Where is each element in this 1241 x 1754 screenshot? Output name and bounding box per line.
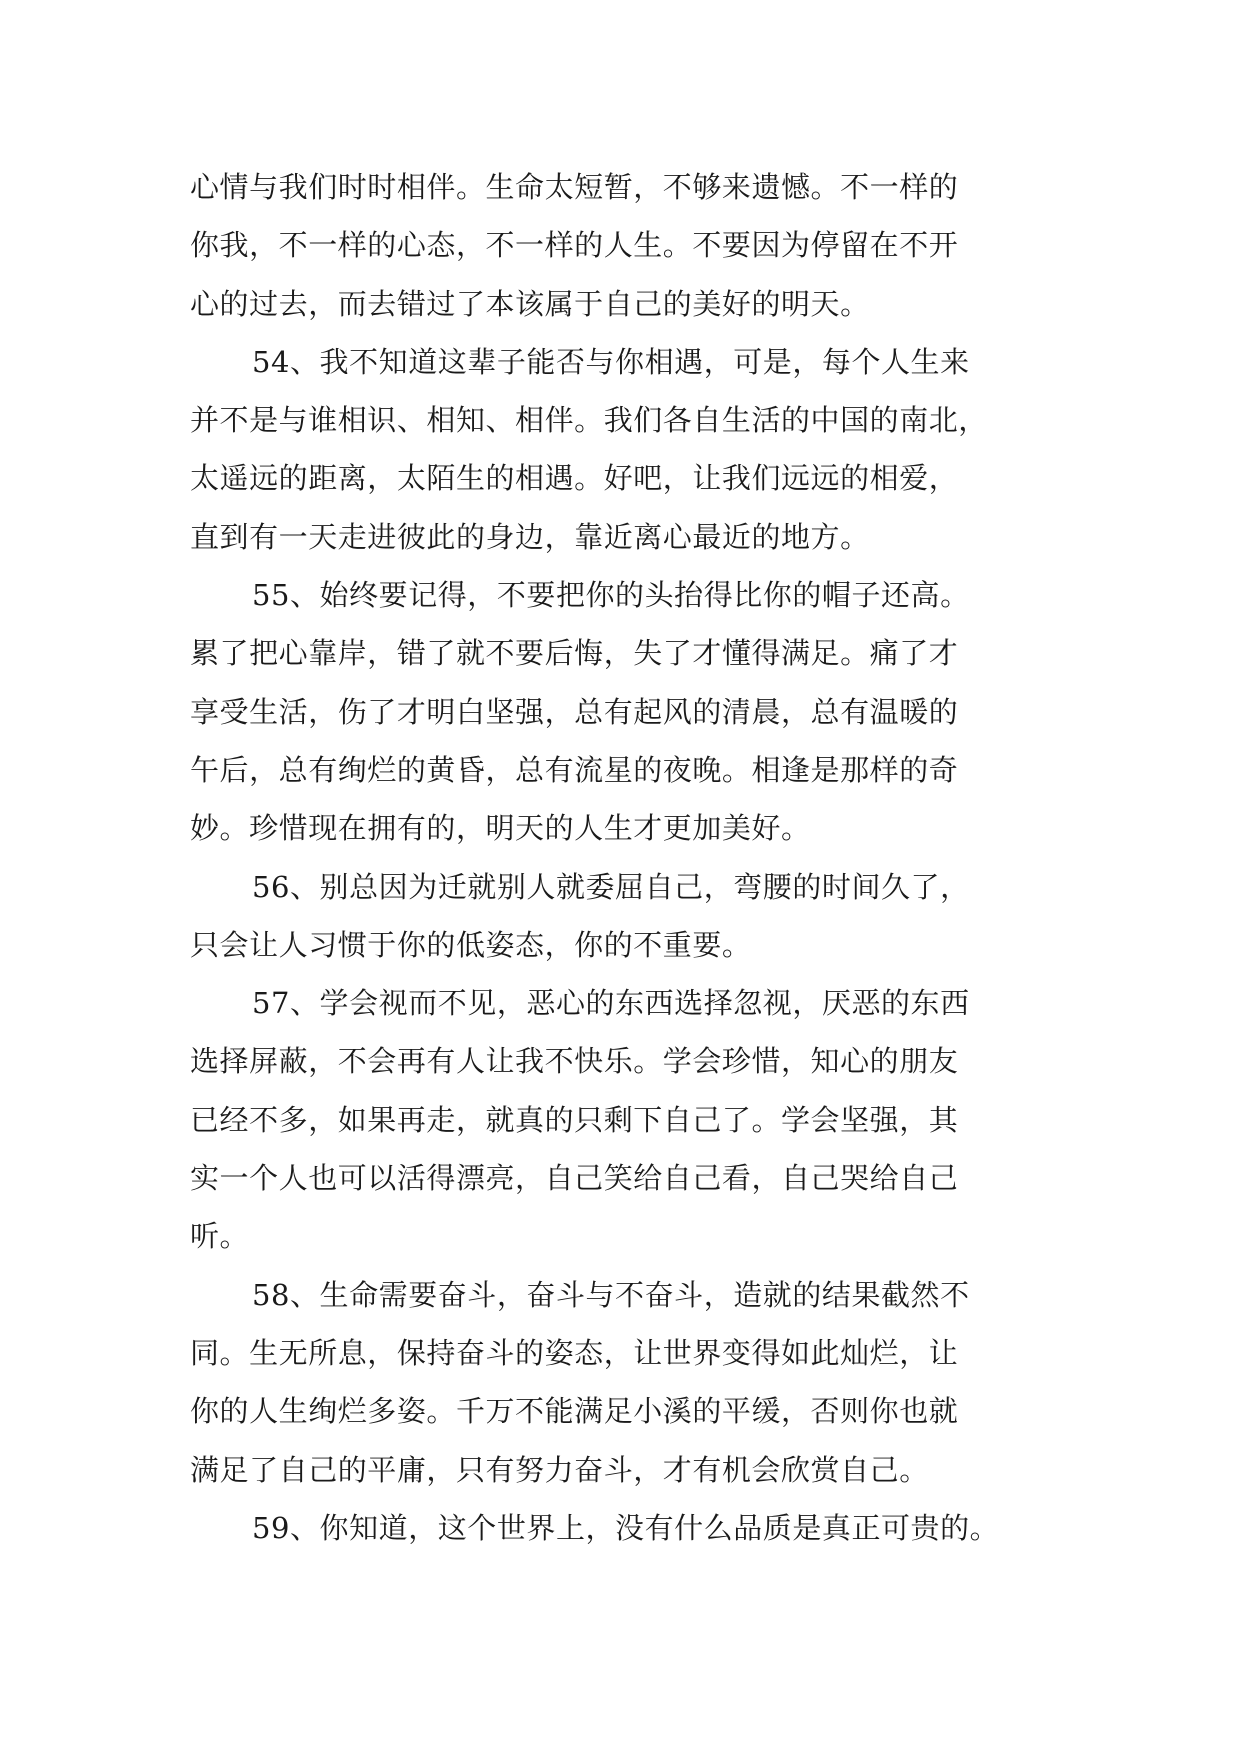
text-line: 太遥远的距离，太陌生的相遇。好吧，让我们远远的相爱， <box>190 461 959 496</box>
text-line: 心的过去，而去错过了本该属于自己的美好的明天。 <box>190 286 870 321</box>
text-line: 选择屏蔽，不会再有人让我不快乐。学会珍惜，知心的朋友 <box>190 1044 959 1079</box>
text-line: 累了把心靠岸，错了就不要后悔，失了才懂得满足。痛了才 <box>190 636 959 671</box>
text-line: 直到有一天走进彼此的身边，靠近离心最近的地方。 <box>190 519 870 554</box>
text-line: 实一个人也可以活得漂亮，自己笑给自己看，自己哭给自己 <box>190 1161 959 1196</box>
text-line: 你我，不一样的心态，不一样的人生。不要因为停留在不开 <box>190 228 959 263</box>
text-line: 并不是与谁相识、相知、相伴。我们各自生活的中国的南北， <box>190 403 988 438</box>
text-line: 同。生无所息，保持奋斗的姿态，让世界变得如此灿烂，让 <box>190 1335 959 1370</box>
paragraph-54-first-line: 54、我不知道这辈子能否与你相遇，可是，每个人生来 <box>252 344 970 379</box>
text-line: 已经不多，如果再走，就真的只剩下自己了。学会坚强，其 <box>190 1102 959 1137</box>
text-line: 只会让人习惯于你的低姿态，你的不重要。 <box>190 927 752 962</box>
paragraph-57-first-line: 57、学会视而不见，恶心的东西选择忽视，厌恶的东西 <box>252 986 970 1021</box>
text-line: 听。 <box>190 1219 250 1254</box>
paragraph-58-first-line: 58、生命需要奋斗，奋斗与不奋斗，造就的结果截然不 <box>252 1277 970 1312</box>
paragraph-55-first-line: 55、始终要记得，不要把你的头抬得比你的帽子还高。 <box>252 578 970 613</box>
document-body <box>190 158 1054 1557</box>
text-line: 你的人生绚烂多姿。千万不能满足小溪的平缓，否则你也就 <box>190 1394 959 1429</box>
text-line: 心情与我们时时相伴。生命太短暂，不够来遗憾。不一样的 <box>190 170 959 204</box>
text-line: 享受生活，伤了才明白坚强，总有起风的清晨，总有温暖的 <box>190 694 959 729</box>
paragraph-56-first-line: 56、别总因为迁就别人就委屈自己，弯腰的时间久了， <box>252 869 970 904</box>
paragraph-59-first-line: 59、你知道，这个世界上，没有什么品质是真正可贵的。 <box>252 1510 1000 1545</box>
text-line: 满足了自己的平庸，只有努力奋斗，才有机会欣赏自己。 <box>190 1452 929 1487</box>
text-line: 妙。珍惜现在拥有的，明天的人生才更加美好。 <box>190 811 811 846</box>
text-line: 午后，总有绚烂的黄昏，总有流星的夜晚。相逢是那样的奇 <box>190 752 959 787</box>
